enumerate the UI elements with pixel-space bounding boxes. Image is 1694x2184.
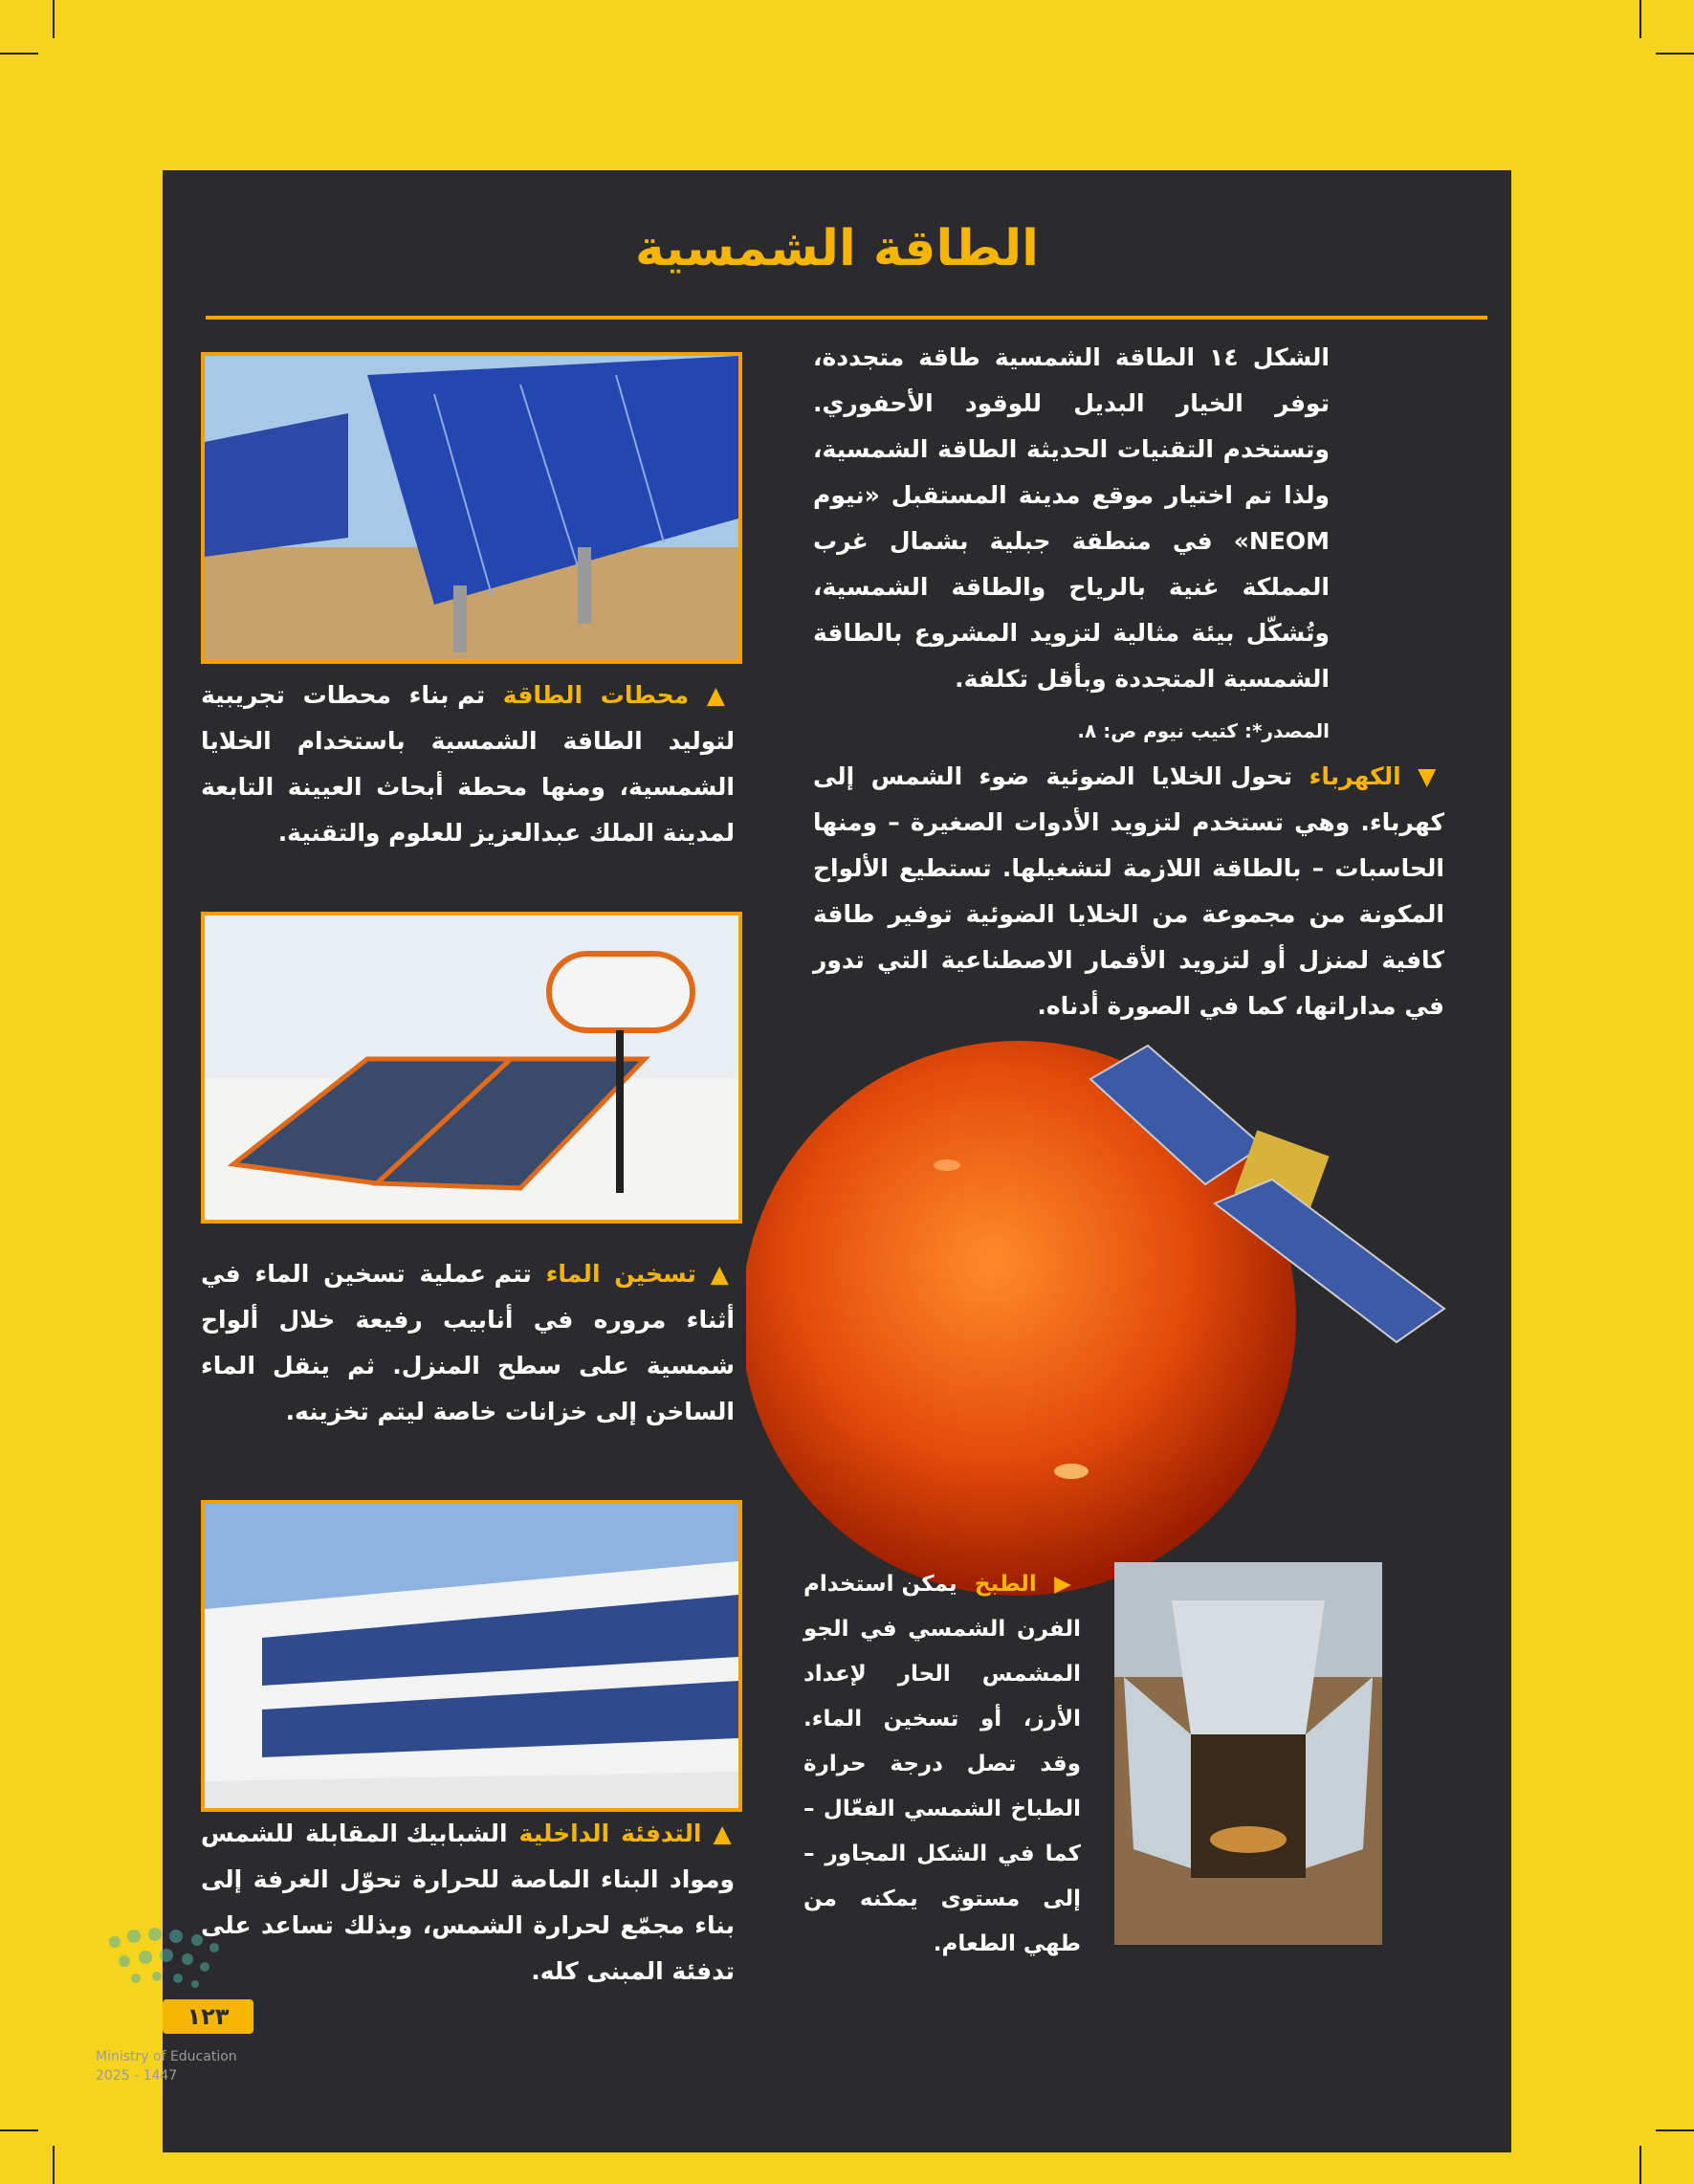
water-label: تسخين الماء [545,1260,696,1288]
watermark-line1: Ministry of Education [96,2049,237,2064]
water-text: تتم عملية تسخين الماء في أثناء مروره في أنابيب رفيعة خلال ألواح شمسية على سطح المنزل. ثم ينقل الماء الساخن إلى خزانات خاصة ليتم تخزينه. [201,1260,735,1425]
cooking-block [803,1562,1081,1967]
crop-mark [1639,0,1641,38]
heating-label: التدفئة الداخلية [518,1820,702,1847]
watermark-line2: 2025 - 1447 [96,2068,178,2084]
intro-text: الشكل ١٤ الطاقة الشمسية طاقة متجددة، توفر الخيار البديل للوقود الأحفوري. وتستخدم التقنيات الحديثة الطاقة الشمسية، ولذا تم اختيار موقع مدينة المستقبل «نيوم NEOM» في منطقة جبلية بشمال غرب المملكة غنية بالرياح والطاقة الشمسية، وتُشكّل بيئة مثالية لتزويد المشروع بالطاقة الشمسية المتجددة وبأقل تكلفة. [813,343,1331,693]
page-title: الطاقة الشمسية [634,220,1040,277]
electricity-text: تحول الخلايا الضوئية ضوء الشمس إلى كهرباء. وهي تستخدم لتزويد الأدوات الصغيرة – ومنها الحاسبات – بالطاقة اللازمة لتشغيلها. تستطيع الألواح المكونة من مجموعة من الخلايا الضوئية توفير طاقة كافية لمنزل أو لتزويد الأقمار الاصطناعية التي تدور في مداراتها، كما في الصورة أدناه. [813,762,1444,1020]
sun-satellite-graphic [746,964,1463,1653]
triangle-up-icon: ▲ [706,681,735,709]
crop-mark [0,53,38,55]
page-number: ١٢٣ [163,1999,253,2034]
crop-mark [0,2129,38,2131]
triangle-down-icon: ▼ [1418,762,1444,790]
stations-text: تم بناء محطات تجريبية لتوليد الطاقة الشمسية باستخدام الخلايا الشمسية، ومنها محطة أبحاث العيينة التابعة لمدينة الملك عبدالعزيز للعلوم والتقنية. [201,681,735,847]
crop-mark [53,0,55,38]
stations-label: محطات الطاقة [502,681,690,709]
crop-mark [1639,2146,1641,2184]
solar-building-photo [201,1500,742,1812]
stations-caption [201,673,735,856]
solar-cooker-photo [1114,1562,1382,1945]
triangle-up-icon: ▲ [713,1820,735,1847]
solar-water-heater-photo [201,912,742,1224]
content-panel [163,170,1511,2152]
cooking-text: يمكن استخدام الفرن الشمسي في الجو المشمس الحار لإعداد الأرز، أو تسخين الماء. وقد تصل درجة حرارة الطباخ الشمسي الفعّال – كما في الشكل المجاور – إلى مستوى يمكنه من طهي الطعام. [803,1572,1081,1956]
crop-mark [1656,53,1694,55]
crop-mark [53,2146,55,2184]
crop-mark [1656,2129,1694,2131]
cooking-label: الطبخ [974,1572,1037,1597]
electricity-label: الكهرباء [1309,762,1401,790]
sun-satellite-image [746,964,1463,1653]
triangle-right-icon: ▶ [1054,1572,1081,1597]
intro-block [813,335,1330,754]
water-caption [201,1251,735,1435]
solar-farm-photo [201,352,742,664]
triangle-up-icon: ▲ [710,1260,735,1288]
heating-text: الشبابيك المقابلة للشمس ومواد البناء الماصة للحرارة تحوّل الغرفة إلى بناء مجمّع لحرارة الشمس، وبذلك تساعد على تدفئة المبنى كله. [201,1820,735,1985]
title-underline [206,316,1487,320]
source-note: المصدر*: كتيب نيوم ص: ٨. [1077,719,1330,742]
